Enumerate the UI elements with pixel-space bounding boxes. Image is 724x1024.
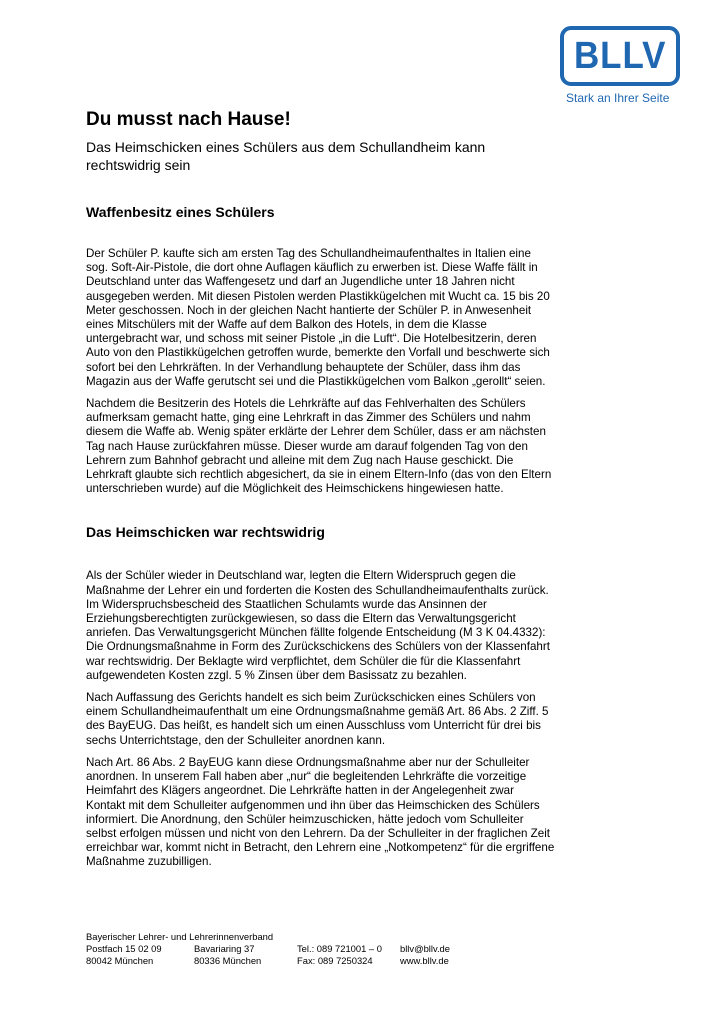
- document-body: [86, 108, 556, 870]
- footer-org: Bayerischer Lehrer- und Lehrerinnenverband: [86, 931, 274, 942]
- logo-box: [560, 26, 680, 86]
- footer-postcity: 80042 München: [86, 955, 154, 966]
- paragraph: Als der Schüler wieder in Deutschland war, legten die Eltern Widerspruch gegen die Maßnahme der Lehrer ein und forderten die Kosten des Schullandheimaufenthalts zurück. Im Widerspruchsbescheid des Staatlichen Schulamts wurde das Ansinnen der Erziehungsberechtigten zurückgewiesen, so dass die Eltern das Verwaltungsgericht anriefen. Das Verwaltungsgericht München fällte folgende Entscheidung (M 3 K 04.4332): Die Ordnungsmaßnahme in Form des Zurückschickens des Schülers von der Klassenfahrt war rechtswidrig. Der Beklagte wird verpflichtet, dem Schüler die für die Klassenfahrt aufgewendeten Kosten zzgl. 5 % Zinsen über dem Basissatz zu bezahlen.: [86, 569, 550, 682]
- footer-city: 80336 München: [194, 955, 262, 966]
- footer-fax: Fax: 089 7250324: [297, 955, 373, 966]
- logo-text: BLLV: [573, 34, 667, 77]
- bllv-logo: [556, 26, 686, 105]
- footer-street: Bavariaring 37: [194, 943, 255, 954]
- footer-email[interactable]: bllv@bllv.de: [400, 943, 450, 954]
- section-heading-waffenbesitz: Waffenbesitz eines Schülers: [86, 204, 275, 220]
- page-title: Du musst nach Hause!: [86, 109, 291, 130]
- footer: [86, 931, 480, 967]
- paragraph: Nach Art. 86 Abs. 2 BayEUG kann diese Ordnungsmaßnahme aber nur der Schulleiter anordnen. In unserem Fall haben aber „nur“ die begleitenden Lehrkräfte die vorzeitige Heimfahrt des Klägers angeordnet. Die Lehrkräfte hatten in der Angelegenheit zwar Kontakt mit dem Schulleiter aufgenommen und ihn über das Heimschicken des Schülers informiert. Die Anordnung, den Schüler heimzuschicken, hätte jedoch vom Schulleiter selbst erfolgen müssen und nicht von den Lehrern. Da der Schulleiter in der fraglichen Zeit erreichbar war, kommt nicht in Betracht, den Lehrern eine „Notkompetenz“ für die ergriffene Maßnahme zuzubilligen.: [86, 755, 555, 869]
- page-subtitle: Das Heimschicken eines Schülers aus dem Schullandheim kann rechtswidrig sein: [86, 139, 486, 173]
- section-heading-rechtswidrig: Das Heimschicken war rechtswidrig: [86, 524, 325, 541]
- footer-postbox: Postfach 15 02 09: [86, 943, 162, 954]
- paragraph: Nach Auffassung des Gerichts handelt es sich beim Zurückschicken eines Schülers von einem Schullandheimaufenthalt um eine Ordnungsmaßnahme gemäß Art. 86 Abs. 2 Ziff. 5 des BayEUG. Das heißt, es handelt sich um einen Ausschluss vom Unterricht für drei bis sechs Unterrichtstage, den der Schulleiter anordnen kann.: [86, 691, 549, 747]
- logo-tagline: Stark an Ihrer Seite: [566, 91, 670, 105]
- paragraph: Der Schüler P. kaufte sich am ersten Tag des Schullandheimaufenthaltes in Italien eine sog. Soft-Air-Pistole, die dort ohne Auflagen käuflich zu erwerben ist. Diese Waffe fällt in Deutschland unter das Waffengesetz und darf an Jugendliche unter 18 Jahren nicht ausgegeben werden. Mit diesen Pistolen werden Plastikkügelchen mit Wucht ca. 15 bis 20 Meter geschossen. Noch in der gleichen Nacht hantierte der Schüler P. in Anwesenheit eines Mitschülers mit der Waffe auf dem Balkon des Hotels, in dem die Klasse untergebracht war, und schoss mit seiner Pistole „in die Luft“. Die Hotelbesitzerin, deren Auto von den Plastikkügelchen getroffen wurde, bemerkte den Vorfall und beschwerte sich sofort bei den Lehrkräften. In der Verhandlung behauptete der Schüler, dass ihm das Magazin aus der Waffe gerutscht sei und die Plastikkügelchen vom Balkon „gerollt“ seien.: [86, 247, 550, 388]
- footer-tel: Tel.: 089 721001 – 0: [297, 943, 382, 954]
- footer-web[interactable]: www.bllv.de: [400, 955, 449, 966]
- paragraph: Nachdem die Besitzerin des Hotels die Lehrkräfte auf das Fehlverhalten des Schülers aufmerksam gemacht hatte, ging eine Lehrkraft in das Zimmer des Schülers und nahm diesem die Waffe ab. Wenig später erklärte der Lehrer dem Schüler, dass er am nächsten Tag nach Hause zurückfahren müsse. Dieser wurde am darauf folgenden Tag von den Lehrern zum Bahnhof gebracht und alleine mit dem Zug nach Hause geschickt. Die Lehrkraft glaubte sich rechtlich abgesichert, da sie in einem Eltern-Info (das von den Eltern unterschrieben wurde) auf die Möglichkeit des Heimschickens hingewiesen hatte.: [86, 397, 552, 496]
